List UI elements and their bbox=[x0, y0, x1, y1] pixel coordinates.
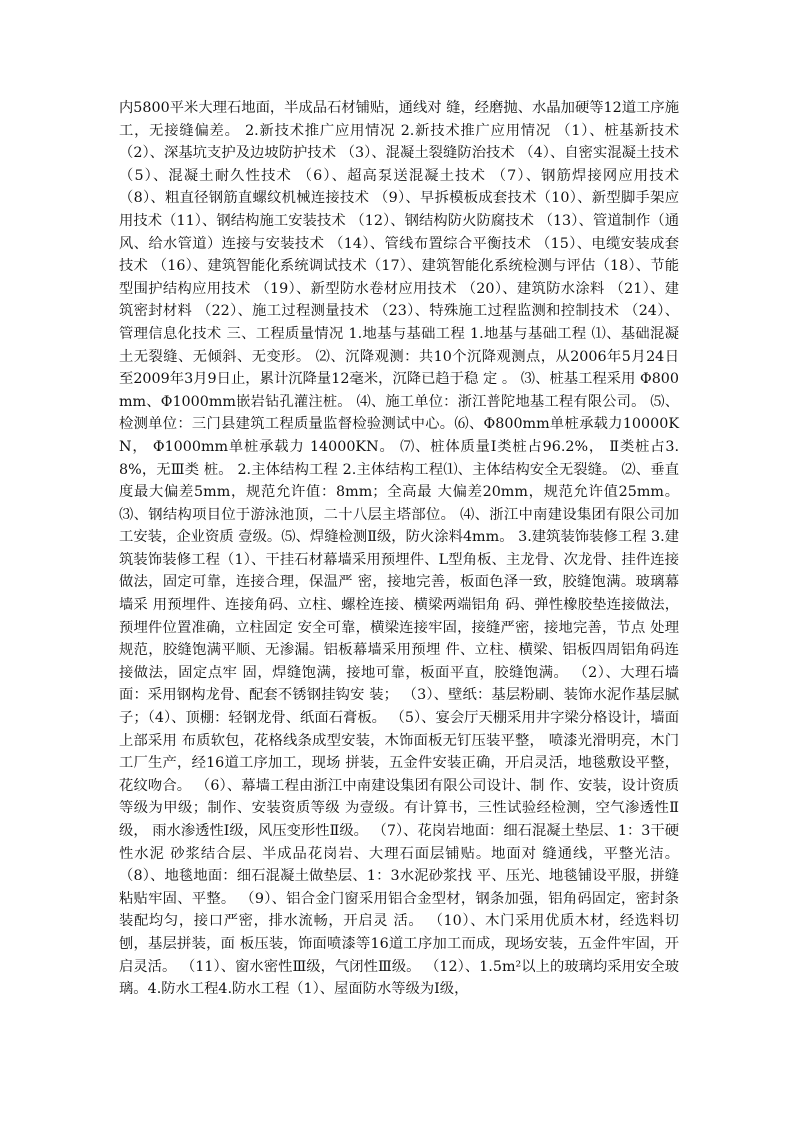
body-paragraph: 内5800平米大理石地面，半成品石材铺贴，通线对 缝，经磨抛、水晶加硬等12道工序施工，无接缝偏差。 2.新技术推广应用情况 2.新技术推广应用情况 （1）、桩基新技术 （2）、深基坑支护及边坡防护技术 （3）、混凝土裂缝防治技术 （4）、自密实混凝土技术 （5）、混凝土耐久性技术 （6）、超高泵送混凝土技术 （7）、钢筋焊接网应用技术 （8）、粗直径钢筋直螺纹机械连接技术 （9）、早拆模板成套技术（10）、新型脚手架应用技术（11）、钢结构施工安装技术 （12）、钢结构防火防腐技术 （13）、管道制作（通风、给水管道）连接与安装技术 （14）、管线布置综合平衡技术 （15）、电缆安装成套技术 （16）、建筑智能化系统调试技术（17）、建筑智能化系统检测与评估（18）、节能型围护结构应用技术 （19）、新型防水卷材应用技术 （20）、建筑防水涂料 （21）、建筑密封材料 （22）、施工过程测量技术 （23）、特殊施工过程监测和控制技术 （24）、管理信息化技术 三、工程质量情况 1.地基与基础工程 1.地基与基础工程 ⑴、基础混凝土无裂缝、无倾斜、无变形。 ⑵、沉降观测：共10个沉降观测点，从2006年5月24日 至2009年3月9日止，累计沉降量12毫米，沉降已趋于稳 定 。 ⑶、桩基工程采用 Φ800mm、Φ1000mm嵌岩钻孔灌注桩。 ⑷、施工单位：浙江普陀地基工程有限公司。 ⑸、检测单位：三门县建筑工程质量监督检验测试中心。⑹、Φ800mm单桩承载力10000KN， Φ1000mm单桩承载力 14000KN。 ⑺、桩体质量Ⅰ类桩占96.2%， Ⅱ类桩占3.8%，无Ⅲ类 桩。 2.主体结构工程 2.主体结构工程⑴、主体结构安全无裂缝。 ⑵、垂直度最大偏差5mm，规范允许值：8mm；全高最 大偏差20mm，规范允许值25mm。 ⑶、钢结构项目位于游泳池顶，二十八层主塔部位。 ⑷、浙江中南建设集团有限公司加工安装，企业资质 壹级。⑸、焊缝检测Ⅱ级，防火涂料4mm。 3.建筑装饰装修工程 3.建筑装饰装修工程（1）、干挂石材幕墙采用预埋件、L型角板、主龙骨、次龙骨、挂件连接做法，固定可靠，连接合理，保温严 密，接地完善，板面色泽一致，胶缝饱满。玻璃幕墙采 用预埋件、连接角码、立柱、螺栓连接、横梁两端铝角 码、弹性橡胶垫连接做法，预埋件位置准确，立柱固定 安全可靠，横梁连接牢固，接缝严密，接地完善，节点 处理规范，胶缝饱满平顺、无渗漏。铝板幕墙采用预埋 件、立柱、横梁、铝板四周铝角码连接做法，固定点牢 固，焊缝饱满，接地可靠，板面平直，胶缝饱满。 （2）、大理石墙面：采用钢构龙骨、配套不锈钢挂钩安 装； （3）、壁纸：基层粉刷、装饰水泥作基层腻子；（4）、顶棚：轻钢龙骨、纸面石膏板。 （5）、宴会厅天棚采用井字梁分格设计，墙面上部采用 布质软包，花格线条成型安装，木饰面板无钉压装平整， 喷漆光滑明亮，木门工厂生产，经16道工序加工，现场 拼装，五金件安装正确，开启灵活，地毯敷设平整，花纹吻合。 （6）、幕墙工程由浙江中南建设集团有限公司设计、制 作、安装，设计资质等级为甲级；制作、安装资质等级 为壹级。有计算书，三性试验经检测，空气渗透性Ⅱ级， 雨水渗透性Ⅰ级，风压变形性Ⅱ级。 （7）、花岗岩地面：细石混凝土垫层、1：3干硬性水泥 砂浆结合层、半成品花岗岩、大理石面层铺贴。地面对 缝通线，平整光洁。 （8）、地毯地面：细石混凝土做垫层、1：3水泥砂浆找 平、压光、地毯铺设平服，拼缝粘贴牢固、平整。 （9）、铝合金门窗采用铝合金型材，钢条加强，铝角码固定，密封条装配均匀，接口严密，排水流畅，开启灵 活。 （10）、木门采用优质木材，经选料切刨，基层拼装，面 板压装，饰面喷漆等16道工序加工而成，现场安装，五金件牢固，开启灵活。 （11）、窗水密性Ⅲ级，气闭性Ⅲ级。 （12）、1.5m²以上的玻璃均采用安全玻璃。4.防水工程4.防水工程（1）、屋面防水等级为Ⅰ级， bbox=[119, 100, 679, 998]
document-body bbox=[119, 97, 679, 1001]
